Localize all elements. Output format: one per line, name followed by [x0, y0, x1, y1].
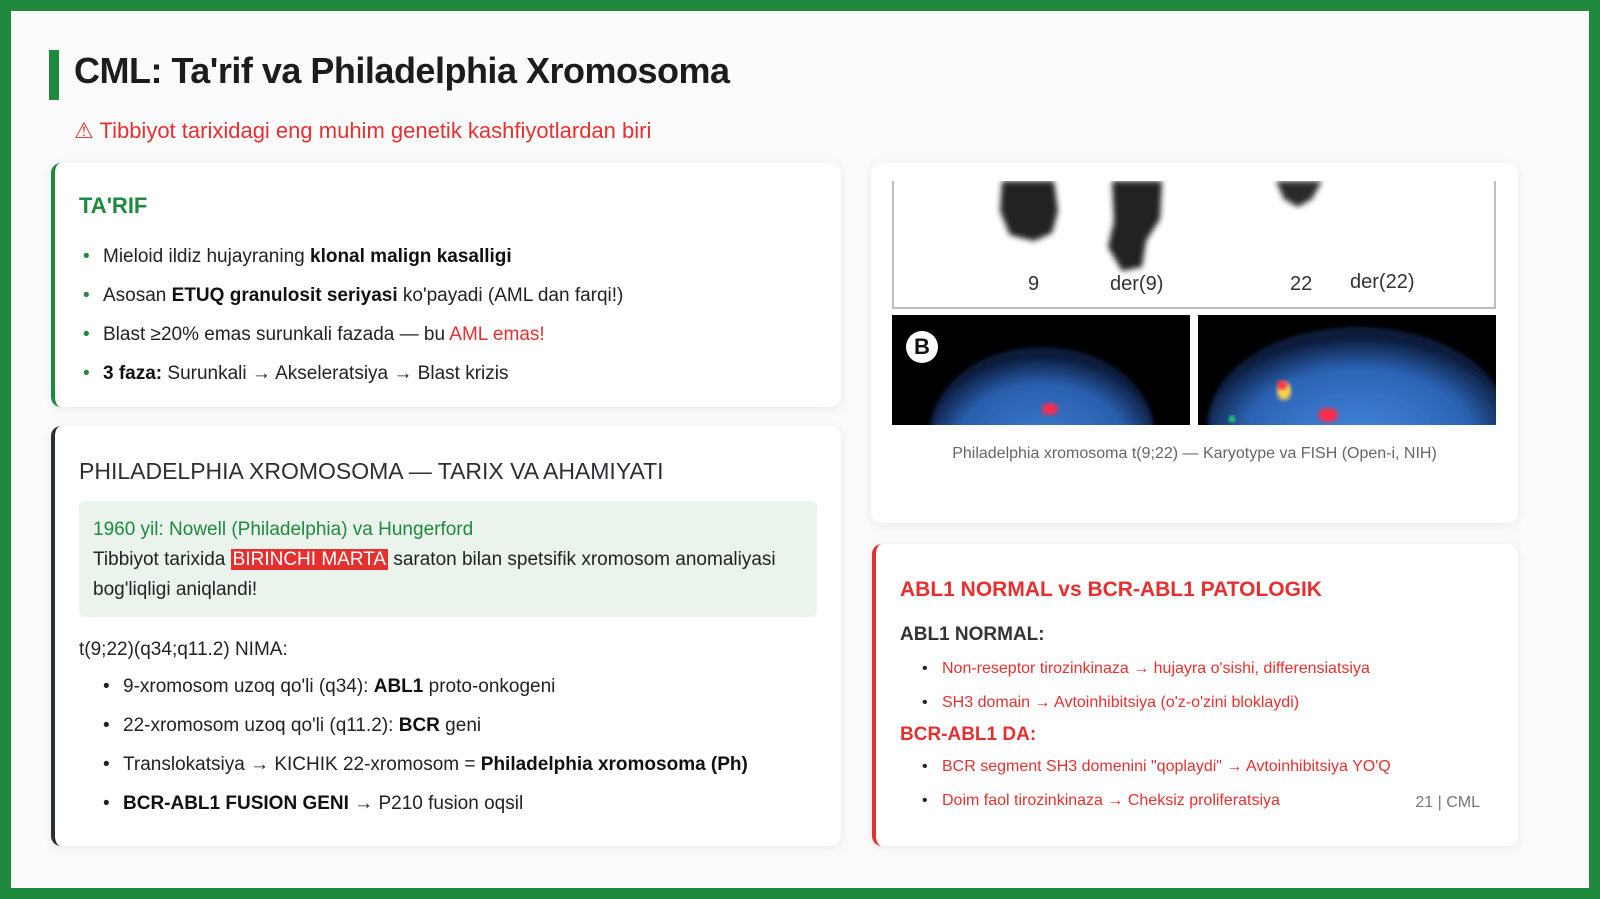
fish-panel-left — [892, 315, 1190, 425]
tarif-item: • Mieloid ildiz hujayraning klonal malign kasalligi — [103, 237, 841, 276]
title-accent-bar — [49, 50, 59, 100]
fish-nucleus-right — [1198, 315, 1496, 425]
abl-title: ABL1 NORMAL vs BCR-ABL1 PATOLOGIK — [900, 578, 1322, 601]
bcr-item: • Doim faol tirozinkinaza → Cheksiz proliferatsiya — [942, 784, 1494, 818]
bcr-heading: BCR-ABL1 DA: — [900, 724, 1037, 745]
warning-icon: ⚠ — [74, 118, 94, 143]
translocation-item: • Translokatsiya → KICHIK 22-xromosom = Philadelphia xromosoma (Ph) — [123, 745, 817, 784]
philadelphia-card — [51, 426, 841, 846]
translocation-item: • 22-xromosom uzoq qo'li (q11.2): BCR geni — [123, 706, 817, 745]
abl-normal-heading: ABL1 NORMAL: — [900, 624, 1045, 645]
bcr-list — [900, 750, 1494, 818]
abl-normal-item: • Non-reseptor tirozinkinaza → hujayra o'sishi, differensiatsiya — [942, 652, 1494, 686]
panel-label-b: B — [906, 331, 938, 363]
first-time-highlight: BIRINCHI MARTA — [232, 549, 387, 570]
history-text: Tibbiyot tarixida BIRINCHI MARTA saraton bilan spetsifik xromosom anomaliyasi bog'liqligi aniqlandi! — [93, 549, 776, 600]
chromosome-label: der(22) — [1350, 271, 1415, 293]
translocation-question: t(9;22)(q34;q11.2) NIMA: — [79, 639, 288, 660]
history-heading: 1960 yil: Nowell (Philadelphia) va Hungerford — [93, 519, 474, 540]
tarif-title: TA'RIF — [79, 193, 148, 218]
chromosome-label: der(9) — [1110, 273, 1164, 295]
history-box — [79, 501, 817, 617]
karyotype-image — [892, 181, 1496, 309]
figure-card — [871, 163, 1518, 523]
fish-panel-right — [1198, 315, 1496, 425]
slide-subtitle — [74, 118, 651, 144]
figure-caption: Philadelphia xromosoma t(9;22) — Karyotype va FISH (Open-i, NIH) — [952, 445, 1437, 462]
bcr-item: • BCR segment SH3 domenini "qoplaydi" → Avtoinhibitsiya YO'Q — [942, 750, 1494, 784]
slide-title: CML: Ta'rif va Philadelphia Xromosoma — [74, 50, 730, 91]
tarif-item: • Asosan ETUQ granulosit seriyasi ko'payadi (AML dan farqi!) — [103, 276, 841, 315]
abl-card — [872, 544, 1518, 846]
translocation-item: • 9-xromosom uzoq qo'li (q34): ABL1 proto-onkogeni — [123, 667, 817, 706]
translocation-item: • BCR-ABL1 FUSION GENI → P210 fusion oqsil — [123, 784, 817, 823]
tarif-card — [51, 163, 841, 407]
tarif-item: • Blast ≥20% emas surunkali fazada — bu AML emas! — [103, 315, 841, 354]
tarif-list — [79, 237, 841, 393]
page-number: 21 | CML — [1415, 794, 1480, 811]
translocation-list — [79, 667, 817, 823]
chromosome-label: 22 — [1290, 273, 1313, 295]
abl-normal-item: • SH3 domain → Avtoinhibitsiya (o'z-o'zini bloklaydi) — [942, 686, 1494, 720]
abl-normal-list — [900, 652, 1494, 720]
tarif-item: • 3 faza: Surunkali → Akseleratsiya → Blast krizis — [103, 354, 841, 393]
fish-nucleus-left — [892, 315, 1190, 425]
chromosome-label: 9 — [1028, 273, 1040, 295]
subtitle-text: Tibbiyot tarixidagi eng muhim genetik kashfiyotlardan biri — [99, 118, 652, 143]
philadelphia-title: PHILADELPHIA XROMOSOMA — TARIX VA AHAMIYATI — [79, 458, 664, 484]
